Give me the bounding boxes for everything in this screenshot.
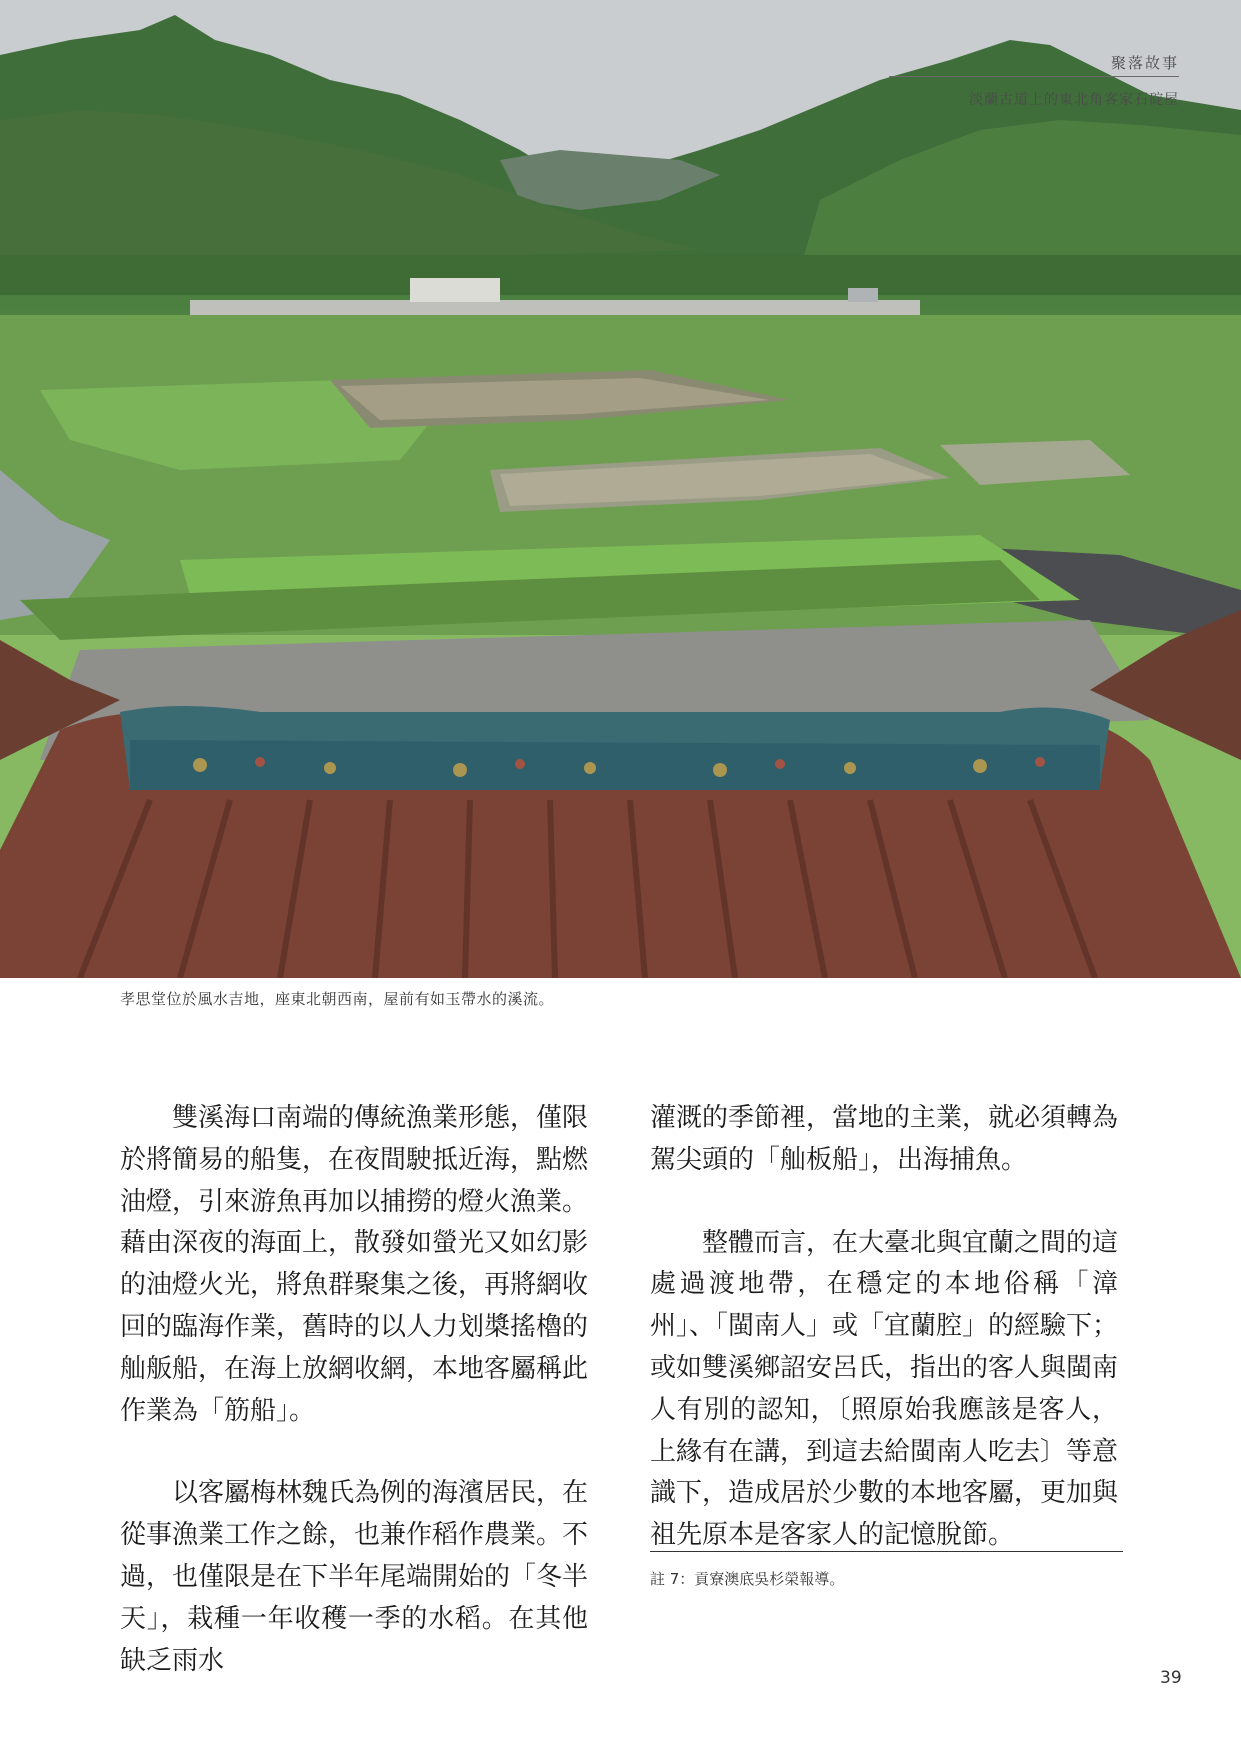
section-title: 聚落故事 [1110,54,1179,72]
photo-caption: 孝思堂位於風水吉地，座東北朝西南，屋前有如玉帶水的溪流。 [120,990,555,1008]
paragraph: 雙溪海口南端的傳統漁業形態，僅限於將簡易的船隻，在夜間駛抵近海，點燃油燈，引來游魚再加以捕撈的燈火漁業。藉由深夜的海面上，散發如螢光又如幻影的油燈火光，將魚群聚集之後，再將網收回的臨海作業，舊時的以人力划槳搖櫓的舢舨船，在海上放網收網，本地客屬稱此作業為「筋船」。 [120,1103,589,1426]
text-column-left [120,1098,588,1723]
page-number: 39 [1160,1668,1182,1688]
running-header [969,52,1179,109]
header-rule [889,76,1179,77]
paragraph: 整體而言，在大臺北與宜蘭之間的這處過渡地帶，在穩定的本地俗稱「漳州」、「閩南人」或「宜蘭腔」的經驗下；或如雙溪鄉詔安呂氏，指出的客人與閩南人有別的認知，〔照原始我應該是客人，上緣有在講，到這去給閩南人吃去〕等意識下，造成居於少數的本地客屬，更加與祖先原本是客家人的記憶脫節。 [650,1227,1119,1551]
chapter-subtitle: 淡蘭古道上的東北角客家石碇屋 [969,92,1179,108]
footnote-rule [650,1551,1123,1552]
paragraph: 灌溉的季節裡，當地的主業，就必須轉為駕尖頭的「舢板船」，出海捕魚。 [650,1103,1119,1175]
text-column-right [650,1098,1118,1598]
paragraph: 以客屬梅林魏氏為例的海濱居民，在從事漁業工作之餘，也兼作稻作農業。不過，也僅限是在下半年尾端開始的「冬半天」，栽種一年收穫一季的水稻。在其他缺乏雨水 [120,1478,589,1676]
footnote: 註 7：貢寮澳底吳杉榮報導。 [650,1570,845,1588]
